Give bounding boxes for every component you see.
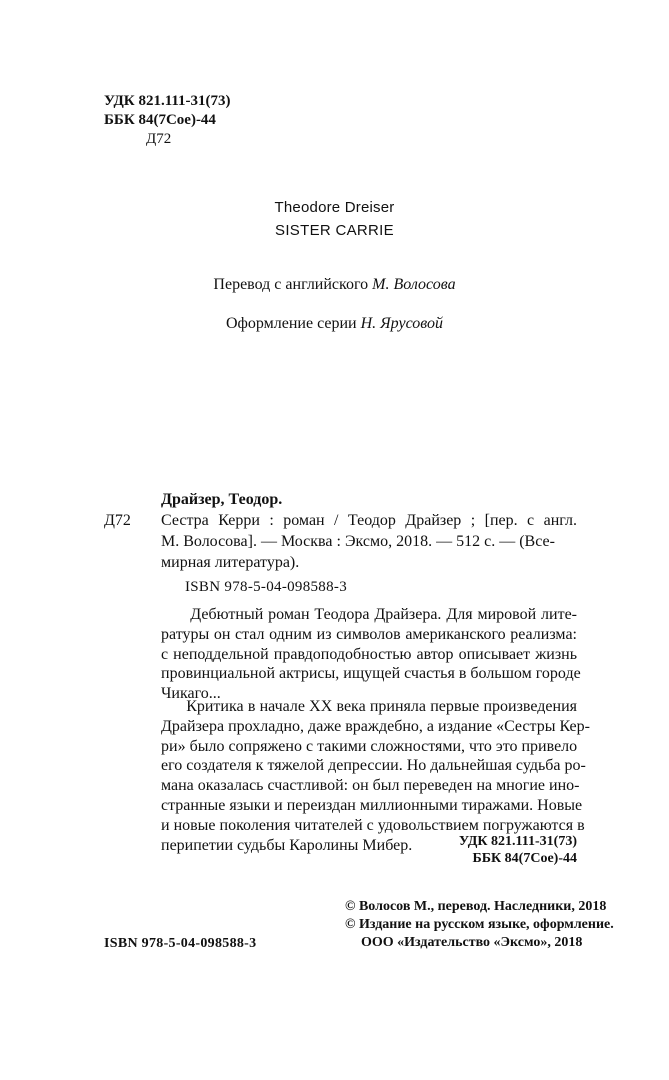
annotation-paragraph [161, 605, 581, 704]
translation-label: Перевод с английского [213, 276, 369, 293]
copyright-edition: © Издание на русском языке, оформление. [345, 917, 614, 932]
isbn-bottom: ISBN 978-5-04-098588-3 [104, 936, 257, 951]
annotation-line: перипетии судьбы Каролины Мибер. [161, 836, 413, 854]
annotation-paragraph [161, 697, 590, 855]
udk-code-bottom: УДК 821.111-31(73) [458, 834, 577, 849]
translation-credit [0, 275, 669, 295]
catalog-description [161, 510, 577, 573]
catalog-author: Драйзер, Теодор. [161, 491, 283, 508]
design-credit [0, 314, 669, 334]
annotation-line: ратуры он стал одним из символов американского реализма: [161, 625, 577, 643]
original-author: Theodore Dreiser [274, 199, 395, 216]
designer-name: Н. Ярусовой [360, 315, 444, 332]
annotation-line: Дебютный роман Теодора Драйзера. Для мировой лите- [161, 606, 577, 623]
catalog-line: мирная литература). [161, 554, 300, 571]
annotation-line: с неподдельной правдоподобностью автор описывает жизнь [161, 645, 577, 663]
annotation-line: и новые поколения читателей с удовольствием погружаются в [161, 816, 585, 834]
copyright-publisher: ООО «Издательство «Эксмо», 2018 [361, 935, 583, 950]
annotation-line: Драйзера прохладно, даже враждебно, а издание «Сестры Кер- [161, 717, 590, 735]
udk-code-top: УДК 821.111-31(73) [104, 93, 231, 109]
copyright-translation: © Волосов М., перевод. Наследники, 2018 [345, 899, 607, 914]
annotation-line: странные языки и переиздан миллионными тиражами. Новые [161, 796, 583, 814]
catalog-line: Сестра Керри : роман / Теодор Драйзер ; [пер. с англ. [161, 512, 577, 529]
author-mark-top: Д72 [146, 131, 172, 147]
annotation-line: Чикаго... [161, 685, 221, 703]
annotation-line: его создателя к тяжелой депрессии. Но дальнейшая судьба ро- [161, 757, 586, 775]
annotation-line: ри» было сопряжено с такими сложностями, что это привело [161, 737, 578, 755]
bbk-code-bottom: ББК 84(7Сое)-44 [472, 851, 577, 866]
catalog-author-mark: Д72 [104, 512, 131, 529]
catalog-line: М. Волосова]. — Москва : Эксмо, 2018. — 512 с. — (Все- [161, 533, 555, 550]
annotation-line: Критика в начале XX века приняла первые произведения [161, 698, 577, 715]
catalog-isbn: ISBN 978-5-04-098588-3 [185, 579, 348, 595]
translator-name: М. Волосова [372, 276, 456, 293]
original-title: SISTER CARRIE [275, 222, 394, 239]
bbk-code-top: ББК 84(7Сое)-44 [104, 112, 216, 128]
annotation-line: провинциальной актрисы, ищущей счастья в большом городе [161, 665, 581, 683]
design-label: Оформление серии [225, 315, 357, 332]
annotation-line: мана оказалась счастливой: он был переведен на многие ино- [161, 777, 580, 795]
